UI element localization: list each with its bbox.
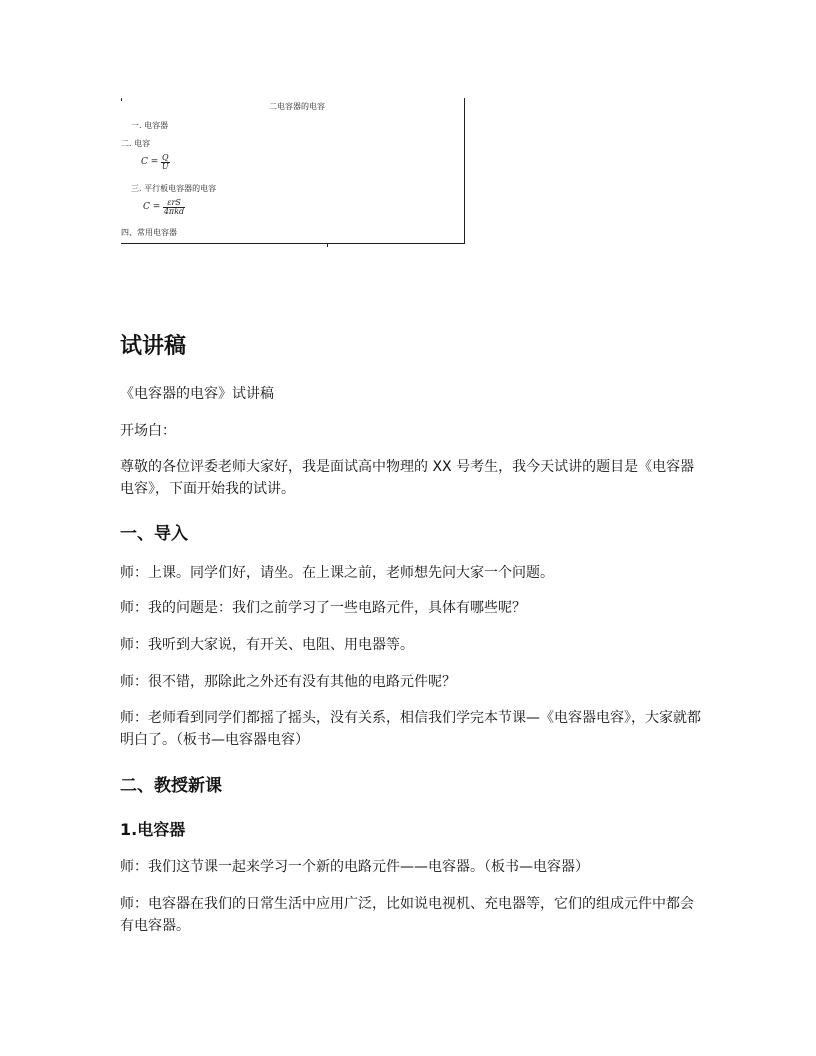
- intro-line-4: 师：很不错，那除此之外还有没有其他的电路元件呢？: [120, 674, 456, 690]
- board-line-capacitance: 二. 电容: [121, 139, 151, 148]
- subsection-capacitor-title: 1.电容器: [120, 820, 186, 839]
- board-formula-1: [141, 154, 170, 171]
- lesson-line-2: 师：电容器在我们的日常生活中应用广泛，比如说电视机、充电器等，它们的组成元件中都会有电容器。: [120, 896, 694, 934]
- board-corner-mark: [121, 98, 122, 101]
- board-bottom-mark: [327, 243, 328, 247]
- section-intro-title: 一、导入: [120, 524, 188, 544]
- document-subtitle: 《电容器的电容》试讲稿: [120, 386, 274, 402]
- intro-line-2: 师：我的问题是：我们之前学习了一些电路元件，具体有哪些呢？: [120, 600, 526, 616]
- board-title: 二电容器的电容: [269, 102, 325, 111]
- formula-1-lhs: C =: [141, 157, 159, 167]
- lesson-line-1: 师：我们这节课一起来学习一个新的电路元件——电容器。（板书—电容器）: [120, 859, 589, 875]
- formula-2-num: εrS: [163, 199, 185, 208]
- formula-2-den: 4πkd: [163, 207, 185, 216]
- opening-text: 尊敬的各位评委老师大家好，我是面试高中物理的 XX 号考生，我今天试讲的题目是《电容器电容》，下面开始我的试讲。: [120, 459, 695, 497]
- board-formula-2: [143, 199, 185, 216]
- formula-1-num: Q: [161, 153, 169, 162]
- board-image: [121, 98, 465, 244]
- section-new-lesson-title: 二、教授新课: [120, 776, 222, 796]
- intro-line-5: 师：老师看到同学们都摇了摇头，没有关系，相信我们学完本节课—《电容器电容》，大家就都明白了。（板书—电容器电容）: [120, 710, 701, 748]
- board-line-parallel-plate: 三. 平行板电容器的电容: [131, 184, 217, 193]
- formula-1-fraction: [161, 154, 170, 171]
- formula-2-lhs: C =: [143, 202, 161, 212]
- board-line-capacitor: 一. 电容器: [131, 121, 169, 130]
- page-heading: 试讲稿: [120, 334, 187, 359]
- opening-label: 开场白：: [120, 423, 176, 439]
- board-line-common: 四、常用电容器: [121, 228, 177, 237]
- intro-line-3: 师：我听到大家说，有开关、电阻、用电器等。: [120, 637, 414, 653]
- formula-1-den: U: [161, 162, 169, 171]
- formula-2-fraction: [163, 199, 185, 216]
- intro-line-1: 师：上课。同学们好，请坐。在上课之前，老师想先问大家一个问题。: [120, 565, 554, 581]
